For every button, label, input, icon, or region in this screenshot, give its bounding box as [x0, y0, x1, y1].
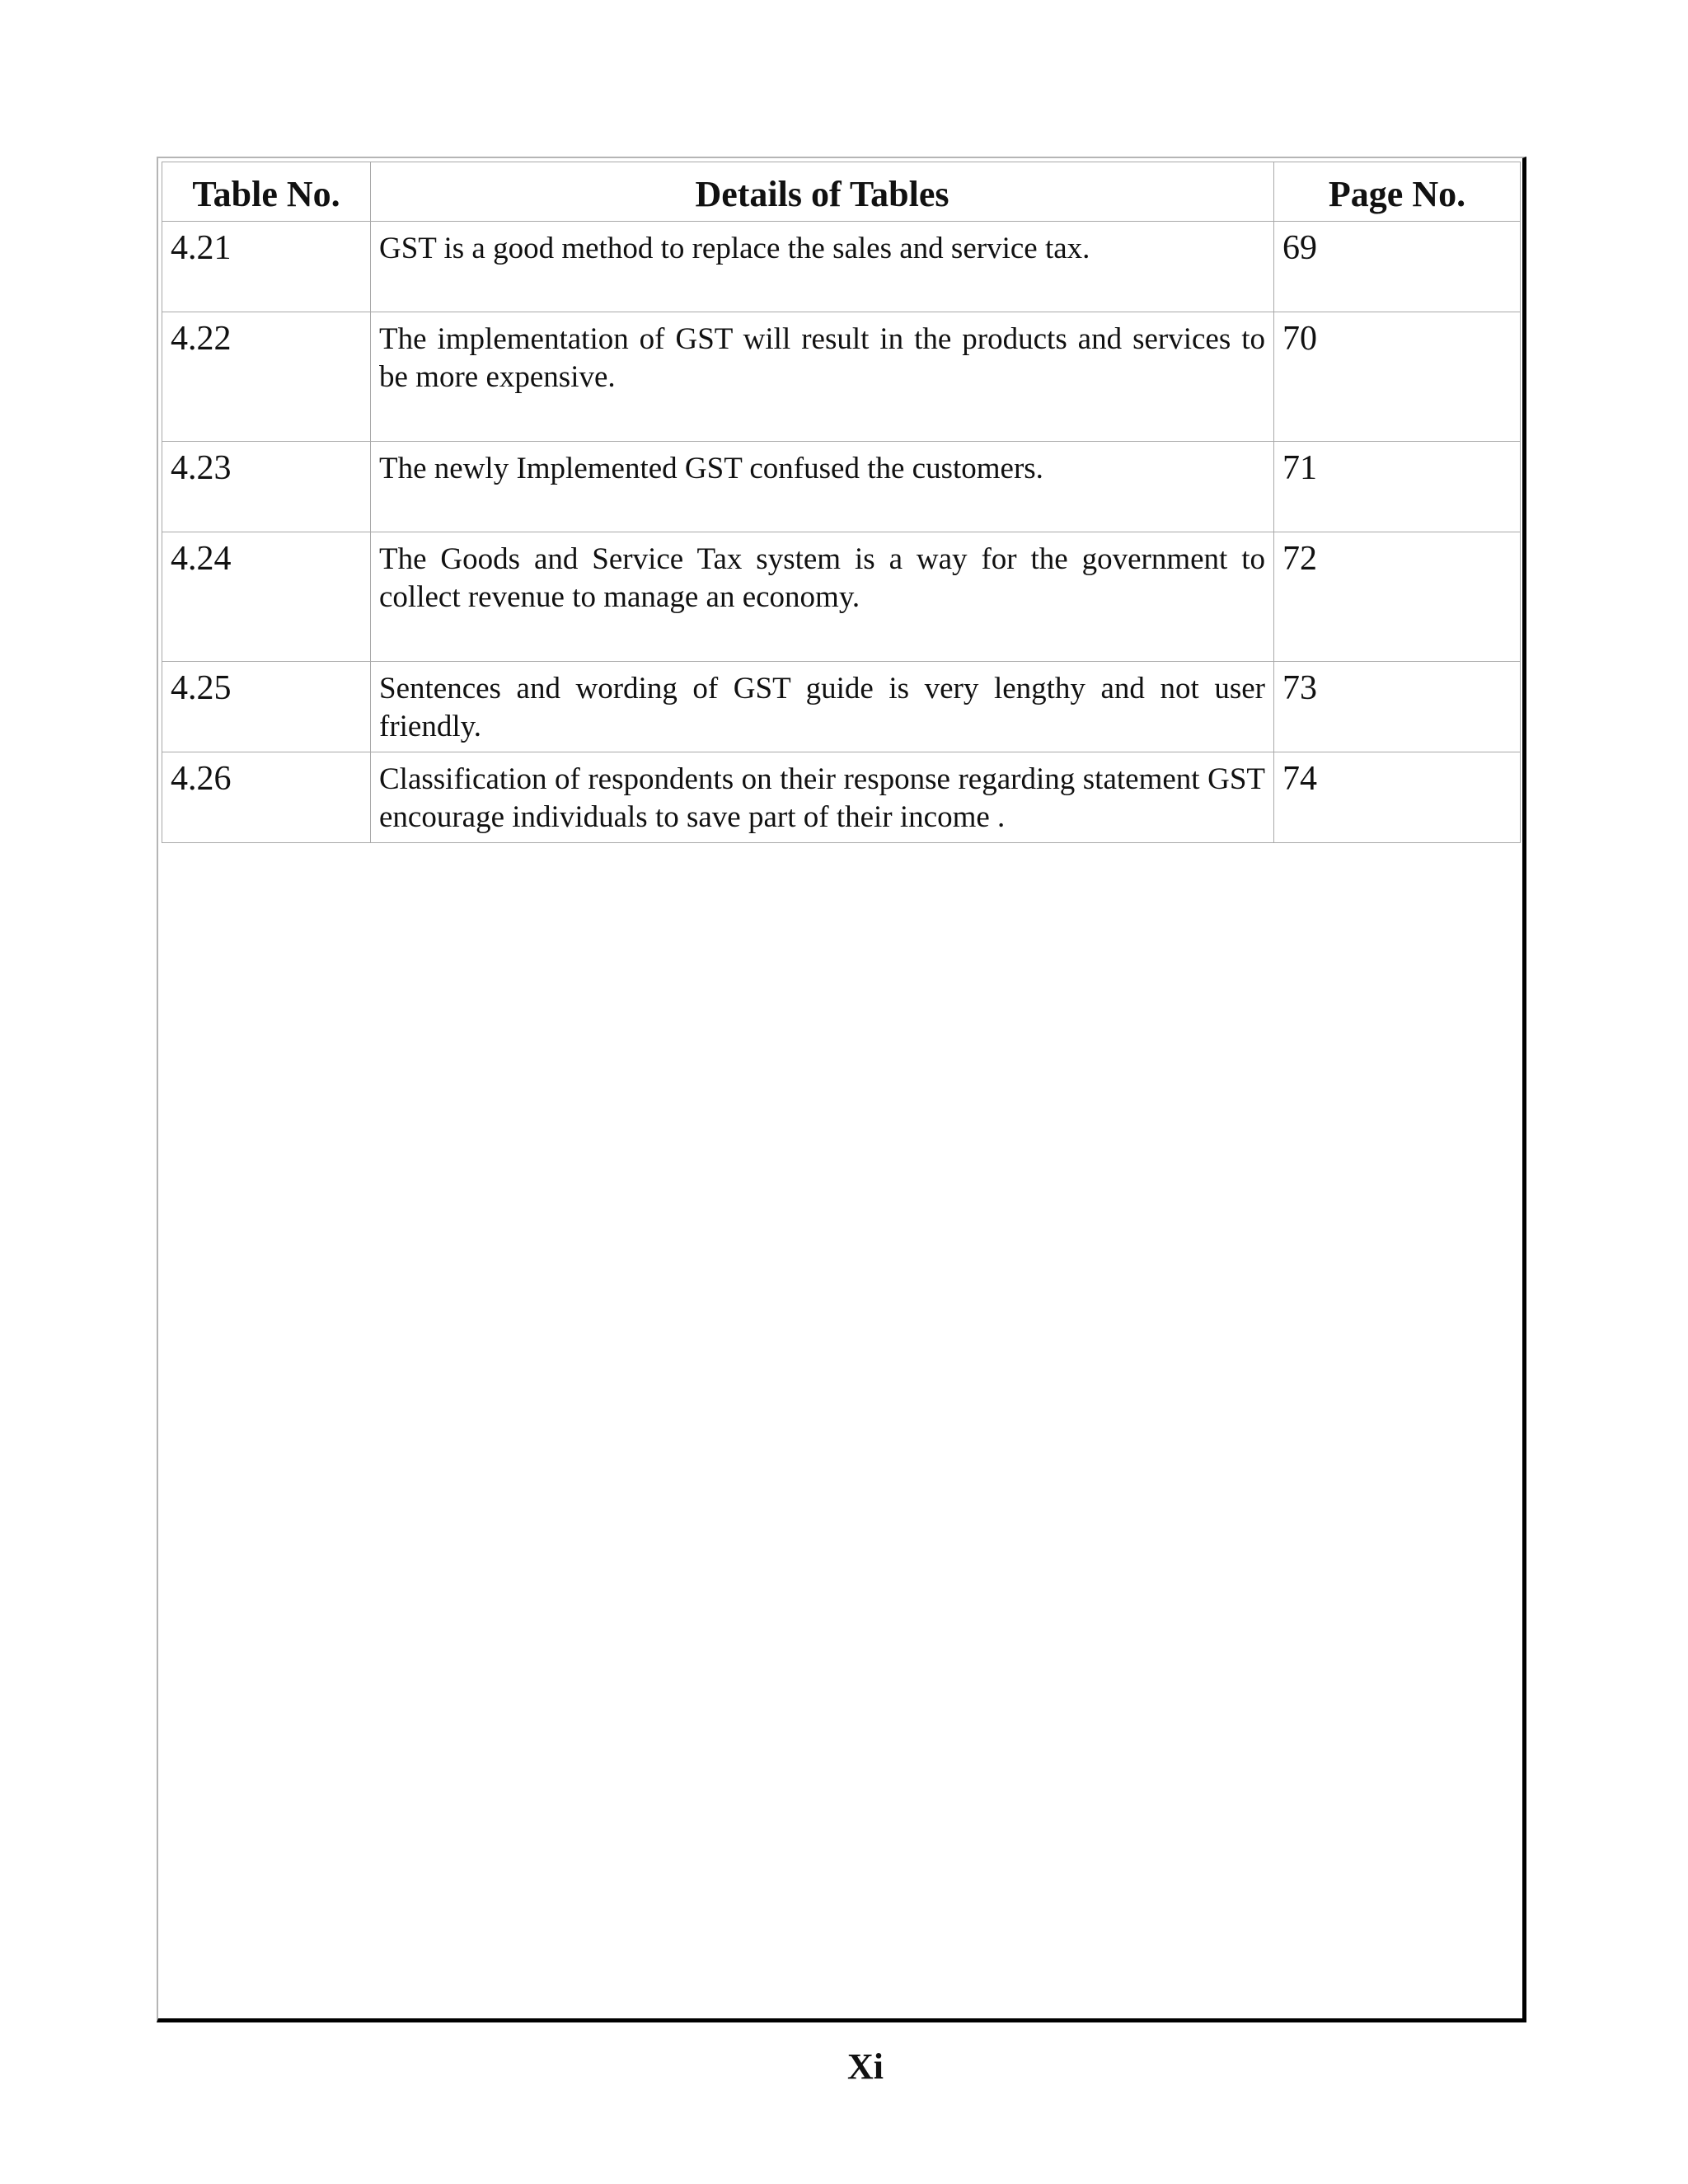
table-detail: Sentences and wording of GST guide is very lengthy and not user friendly.	[371, 662, 1274, 752]
table-row	[162, 532, 1521, 662]
table-row	[162, 662, 1521, 752]
table-number: 4.25	[162, 662, 371, 752]
table-row	[162, 222, 1521, 312]
table-detail: The Goods and Service Tax system is a way for the government to collect revenue to manage an economy.	[371, 532, 1274, 662]
page-frame	[157, 157, 1526, 2087]
table-row	[162, 312, 1521, 442]
table-row	[162, 752, 1521, 843]
table-page-number: 72	[1274, 532, 1521, 662]
header-table-no: Table No.	[162, 162, 371, 222]
table-page-number: 74	[1274, 752, 1521, 843]
table-header-row	[162, 162, 1521, 222]
table-number: 4.22	[162, 312, 371, 442]
table-number: 4.23	[162, 442, 371, 532]
table-page-number: 69	[1274, 222, 1521, 312]
table-page-number: 73	[1274, 662, 1521, 752]
table-number: 4.26	[162, 752, 371, 843]
header-details: Details of Tables	[371, 162, 1274, 222]
header-page-no: Page No.	[1274, 162, 1521, 222]
table-number: 4.24	[162, 532, 371, 662]
list-of-tables	[162, 162, 1521, 843]
table-detail: The implementation of GST will result in the products and services to be more expensive.	[371, 312, 1274, 442]
table-detail: Classification of respondents on their response regarding statement GST encourage individuals to save part of their income .	[371, 752, 1274, 843]
table-detail: GST is a good method to replace the sales and service tax.	[371, 222, 1274, 312]
table-detail: The newly Implemented GST confused the customers.	[371, 442, 1274, 532]
table-page-number: 71	[1274, 442, 1521, 532]
page-number: Xi	[847, 2046, 884, 2087]
table-page-number: 70	[1274, 312, 1521, 442]
table-number: 4.21	[162, 222, 371, 312]
table-row	[162, 442, 1521, 532]
